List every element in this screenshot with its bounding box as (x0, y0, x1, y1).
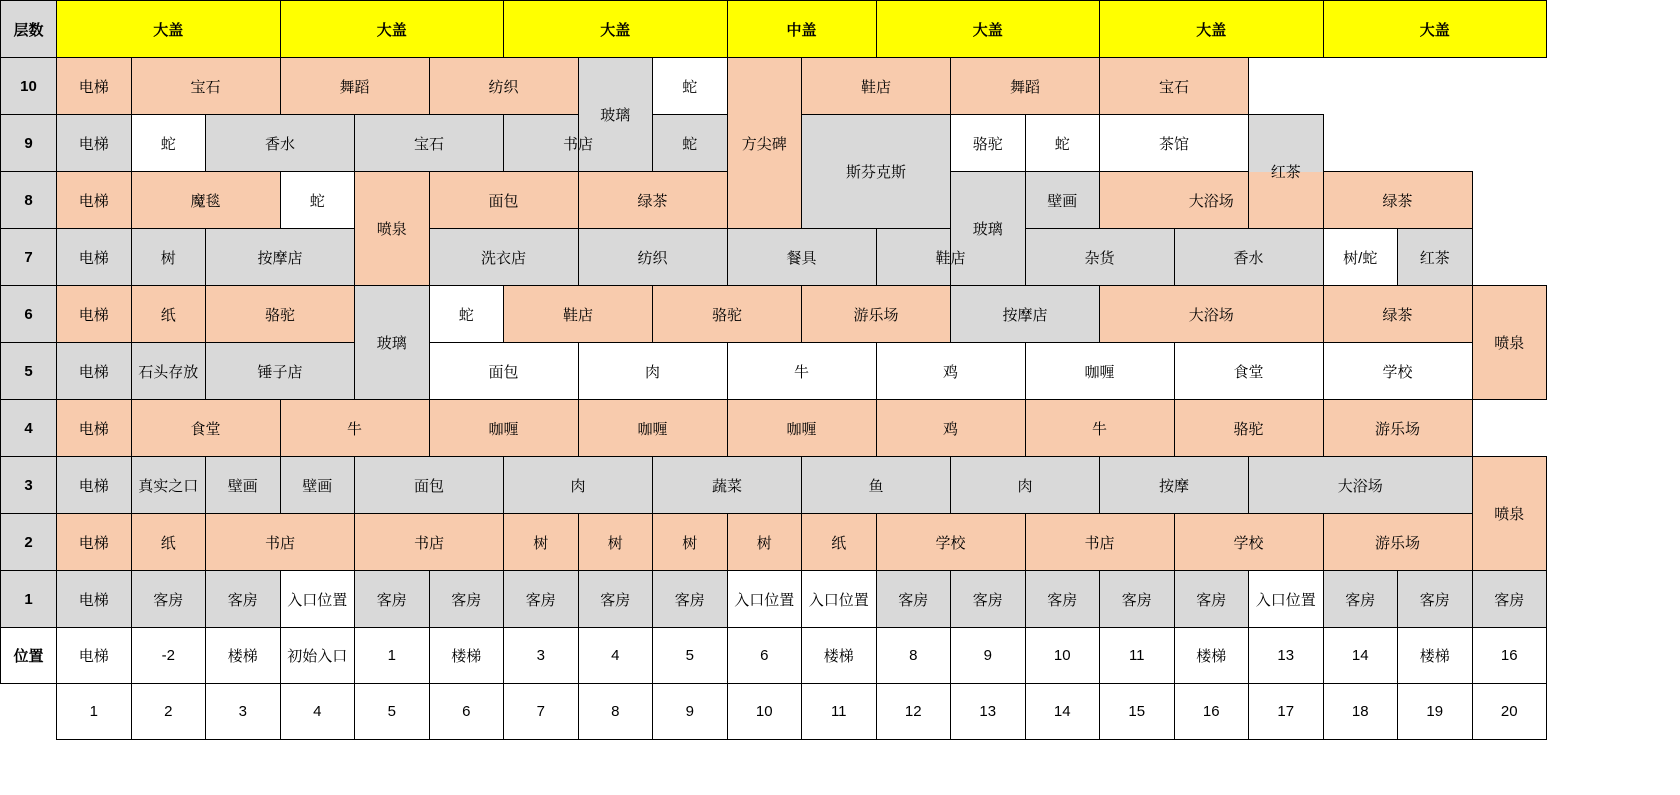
shop-cell[interactable]: 电梯 (57, 286, 132, 343)
shop-cell[interactable]: 入口位置 (280, 571, 355, 628)
shop-cell[interactable]: 骆驼 (1174, 400, 1323, 457)
shop-cell[interactable]: 客房 (876, 571, 951, 628)
position-cell: 13 (1249, 628, 1324, 684)
shop-cell[interactable]: 书店 (1025, 514, 1174, 571)
shop-cell[interactable]: 洗衣店 (429, 229, 578, 286)
position-cell: 4 (578, 628, 653, 684)
position-cell: 14 (1323, 628, 1398, 684)
shop-cell[interactable]: 真实之口 (131, 457, 206, 514)
shop-cell[interactable]: 宝石 (131, 58, 280, 115)
shop-cell[interactable]: 蛇 (280, 172, 355, 229)
shop-cell[interactable]: 蛇 (1025, 115, 1100, 172)
shop-cell[interactable]: 咖喱 (1025, 343, 1174, 400)
floor-number: 9 (1, 115, 57, 172)
shop-cell[interactable]: 红茶 (1249, 115, 1324, 229)
shop-cell[interactable]: 学校 (876, 514, 1025, 571)
shop-cell[interactable]: 肉 (951, 457, 1100, 514)
shop-cell[interactable]: 宝石 (355, 115, 504, 172)
shop-cell[interactable]: 入口位置 (802, 571, 877, 628)
shop-cell[interactable]: 客房 (1025, 571, 1100, 628)
shop-cell[interactable]: 电梯 (57, 229, 132, 286)
shop-cell[interactable]: 客房 (653, 571, 728, 628)
floor-row (1, 400, 1547, 457)
shop-cell[interactable]: 蛇 (429, 286, 504, 343)
index-cell: 16 (1174, 684, 1249, 740)
index-cell: 2 (131, 684, 206, 740)
floor-number: 1 (1, 571, 57, 628)
position-cell: 楼梯 (802, 628, 877, 684)
shop-cell[interactable]: 牛 (727, 343, 876, 400)
floor-row (1, 286, 1547, 343)
shop-cell[interactable]: 书店 (504, 115, 653, 172)
shop-cell[interactable]: 咖喱 (578, 400, 727, 457)
shop-cell[interactable]: 红茶 (1398, 229, 1473, 286)
position-cell: 初始入口 (280, 628, 355, 684)
shop-cell[interactable]: 斯芬克斯 (802, 115, 951, 229)
position-cell: 8 (876, 628, 951, 684)
shop-cell[interactable]: 餐具 (727, 229, 876, 286)
shop-cell[interactable]: 按摩店 (206, 229, 355, 286)
index-cell: 7 (504, 684, 579, 740)
position-cell: 5 (653, 628, 728, 684)
index-cell: 14 (1025, 684, 1100, 740)
position-cell: 6 (727, 628, 802, 684)
cap-cell: 大盖 (280, 1, 504, 58)
floor-row (1, 58, 1547, 115)
shop-cell[interactable]: 书店 (206, 514, 355, 571)
floor-number: 10 (1, 58, 57, 115)
floor-number: 8 (1, 172, 57, 229)
shop-cell[interactable]: 鸡 (876, 400, 1025, 457)
shop-cell[interactable]: 面包 (429, 172, 578, 229)
shop-cell[interactable]: 咖喱 (727, 400, 876, 457)
index-cell: 19 (1398, 684, 1473, 740)
position-cell: 11 (1100, 628, 1175, 684)
shop-cell[interactable]: 客房 (1174, 571, 1249, 628)
floor-number: 5 (1, 343, 57, 400)
shop-cell[interactable]: 玻璃 (578, 58, 653, 172)
shop-cell[interactable]: 电梯 (57, 571, 132, 628)
shop-cell[interactable]: 鞋店 (802, 58, 951, 115)
shop-cell[interactable]: 客房 (951, 571, 1026, 628)
shop-cell[interactable]: 绿茶 (578, 172, 727, 229)
floor-row (1, 343, 1547, 400)
floor-number: 7 (1, 229, 57, 286)
shop-cell[interactable]: 锤子店 (206, 343, 355, 400)
position-cell: 楼梯 (429, 628, 504, 684)
shop-cell[interactable]: 骆驼 (951, 115, 1026, 172)
cap-cell: 大盖 (504, 1, 728, 58)
shop-cell[interactable]: 电梯 (57, 514, 132, 571)
shop-cell[interactable]: 树 (504, 514, 579, 571)
index-cell: 9 (653, 684, 728, 740)
shop-cell[interactable]: 客房 (1472, 571, 1547, 628)
shop-cell[interactable]: 游乐场 (1323, 514, 1472, 571)
index-cell: 4 (280, 684, 355, 740)
shop-cell[interactable]: 客房 (131, 571, 206, 628)
shop-cell[interactable]: 茶馆 (1100, 115, 1249, 172)
shop-cell[interactable]: 客房 (355, 571, 430, 628)
shop-cell[interactable]: 客房 (206, 571, 281, 628)
shop-cell[interactable]: 树 (653, 514, 728, 571)
shop-cell[interactable]: 喷泉 (1472, 286, 1547, 400)
index-cell: 3 (206, 684, 281, 740)
shop-cell[interactable]: 客房 (429, 571, 504, 628)
shop-cell[interactable]: 骆驼 (206, 286, 355, 343)
shop-cell[interactable]: 按摩店 (951, 286, 1100, 343)
shop-cell[interactable]: 入口位置 (727, 571, 802, 628)
floor-row (1, 571, 1547, 628)
shop-cell[interactable]: 客房 (504, 571, 579, 628)
index-cell: 10 (727, 684, 802, 740)
shop-cell[interactable]: 电梯 (57, 115, 132, 172)
shop-cell[interactable]: 纺织 (578, 229, 727, 286)
shop-cell[interactable]: 蛇 (653, 115, 728, 172)
shop-cell[interactable]: 蛇 (653, 58, 728, 115)
shop-cell[interactable]: 大浴场 (1249, 457, 1473, 514)
shop-cell[interactable]: 客房 (1398, 571, 1473, 628)
shop-cell[interactable]: 蔬菜 (653, 457, 802, 514)
shop-cell[interactable]: 大浴场 (1100, 172, 1324, 229)
shop-cell[interactable]: 肉 (578, 343, 727, 400)
shop-cell[interactable]: 肉 (504, 457, 653, 514)
shop-cell[interactable]: 壁画 (206, 457, 281, 514)
shop-cell[interactable]: 喷泉 (1472, 457, 1547, 571)
shop-cell[interactable]: 蛇 (131, 115, 206, 172)
index-cell: 12 (876, 684, 951, 740)
floor-row (1, 514, 1547, 571)
shop-cell[interactable]: 鱼 (802, 457, 951, 514)
shop-cell[interactable]: 方尖碑 (727, 58, 802, 229)
shop-cell[interactable]: 树/蛇 (1323, 229, 1398, 286)
shop-cell[interactable]: 壁画 (1025, 172, 1100, 229)
index-cell: 17 (1249, 684, 1324, 740)
shop-cell[interactable]: 电梯 (57, 400, 132, 457)
shop-cell[interactable]: 学校 (1323, 343, 1472, 400)
shop-cell[interactable]: 客房 (578, 571, 653, 628)
position-cell: 10 (1025, 628, 1100, 684)
shop-cell[interactable]: 客房 (1100, 571, 1175, 628)
shop-cell[interactable]: 鞋店 (504, 286, 653, 343)
shop-cell[interactable]: 大浴场 (1100, 286, 1324, 343)
shop-cell[interactable]: 游乐场 (802, 286, 951, 343)
shop-cell[interactable]: 树 (578, 514, 653, 571)
floor-number: 3 (1, 457, 57, 514)
index-cell: 13 (951, 684, 1026, 740)
index-cell: 18 (1323, 684, 1398, 740)
shop-cell[interactable]: 食堂 (131, 400, 280, 457)
shop-cell[interactable]: 魔毯 (131, 172, 280, 229)
shop-cell[interactable]: 电梯 (57, 172, 132, 229)
shop-cell[interactable]: 绿茶 (1323, 286, 1472, 343)
shop-cell[interactable]: 游乐场 (1323, 400, 1472, 457)
shop-cell[interactable]: 香水 (206, 115, 355, 172)
shop-cell[interactable]: 舞蹈 (280, 58, 429, 115)
cap-cell: 大盖 (876, 1, 1100, 58)
shop-cell[interactable]: 舞蹈 (951, 58, 1100, 115)
row-header-label: 层数 (1, 1, 57, 58)
shop-cell[interactable]: 壁画 (280, 457, 355, 514)
cap-cell: 大盖 (1100, 1, 1324, 58)
floor-number: 6 (1, 286, 57, 343)
shop-cell[interactable]: 树 (131, 229, 206, 286)
position-cell: 16 (1472, 628, 1547, 684)
position-cell: 楼梯 (206, 628, 281, 684)
shop-cell[interactable]: 绿茶 (1323, 172, 1472, 229)
shop-cell[interactable]: 按摩 (1100, 457, 1249, 514)
shop-cell[interactable]: 香水 (1174, 229, 1323, 286)
floor-row (1, 229, 1547, 286)
index-row-spacer (1, 684, 57, 740)
shop-cell[interactable]: 纸 (131, 286, 206, 343)
shop-cell[interactable]: 鸡 (876, 343, 1025, 400)
index-cell: 6 (429, 684, 504, 740)
position-cell: 9 (951, 628, 1026, 684)
shop-cell[interactable]: 喷泉 (355, 172, 430, 286)
shop-cell[interactable]: 电梯 (57, 343, 132, 400)
cap-cell: 中盖 (727, 1, 876, 58)
shop-cell[interactable]: 宝石 (1100, 58, 1249, 115)
shop-cell[interactable]: 纸 (131, 514, 206, 571)
shop-cell[interactable]: 石头存放 (131, 343, 206, 400)
position-cell: -2 (131, 628, 206, 684)
shop-cell[interactable]: 牛 (1025, 400, 1174, 457)
shop-cell[interactable]: 纺织 (429, 58, 578, 115)
shop-cell[interactable]: 树 (727, 514, 802, 571)
shop-cell[interactable]: 面包 (429, 343, 578, 400)
shop-cell[interactable]: 入口位置 (1249, 571, 1324, 628)
position-row (1, 628, 1547, 684)
index-cell: 1 (57, 684, 132, 740)
position-cell: 1 (355, 628, 430, 684)
shop-cell[interactable]: 骆驼 (653, 286, 802, 343)
cap-cell: 大盖 (57, 1, 281, 58)
position-label: 位置 (1, 628, 57, 684)
index-cell: 11 (802, 684, 877, 740)
position-cell: 楼梯 (1174, 628, 1249, 684)
index-cell: 20 (1472, 684, 1547, 740)
shop-cell[interactable]: 玻璃 (355, 286, 430, 400)
shop-cell[interactable]: 纸 (802, 514, 877, 571)
shop-cell[interactable]: 咖喱 (429, 400, 578, 457)
floor-number: 2 (1, 514, 57, 571)
shop-cell[interactable]: 食堂 (1174, 343, 1323, 400)
cap-header-row (1, 1, 1547, 58)
shop-cell[interactable]: 鞋店 (876, 229, 1025, 286)
floor-row (1, 457, 1547, 514)
shop-cell[interactable]: 玻璃 (951, 172, 1026, 286)
cap-cell: 大盖 (1323, 1, 1547, 58)
index-row (1, 684, 1547, 740)
shop-cell[interactable]: 牛 (280, 400, 429, 457)
shop-cell[interactable]: 面包 (355, 457, 504, 514)
shop-cell[interactable]: 客房 (1323, 571, 1398, 628)
shop-cell[interactable]: 电梯 (57, 457, 132, 514)
floor-number: 4 (1, 400, 57, 457)
shop-cell[interactable]: 学校 (1174, 514, 1323, 571)
index-cell: 5 (355, 684, 430, 740)
position-cell: 楼梯 (1398, 628, 1473, 684)
position-cell: 3 (504, 628, 579, 684)
shop-cell[interactable]: 书店 (355, 514, 504, 571)
position-cell: 电梯 (57, 628, 132, 684)
index-cell: 8 (578, 684, 653, 740)
index-cell: 15 (1100, 684, 1175, 740)
shop-cell[interactable]: 电梯 (57, 58, 132, 115)
shop-cell[interactable]: 杂货 (1025, 229, 1174, 286)
